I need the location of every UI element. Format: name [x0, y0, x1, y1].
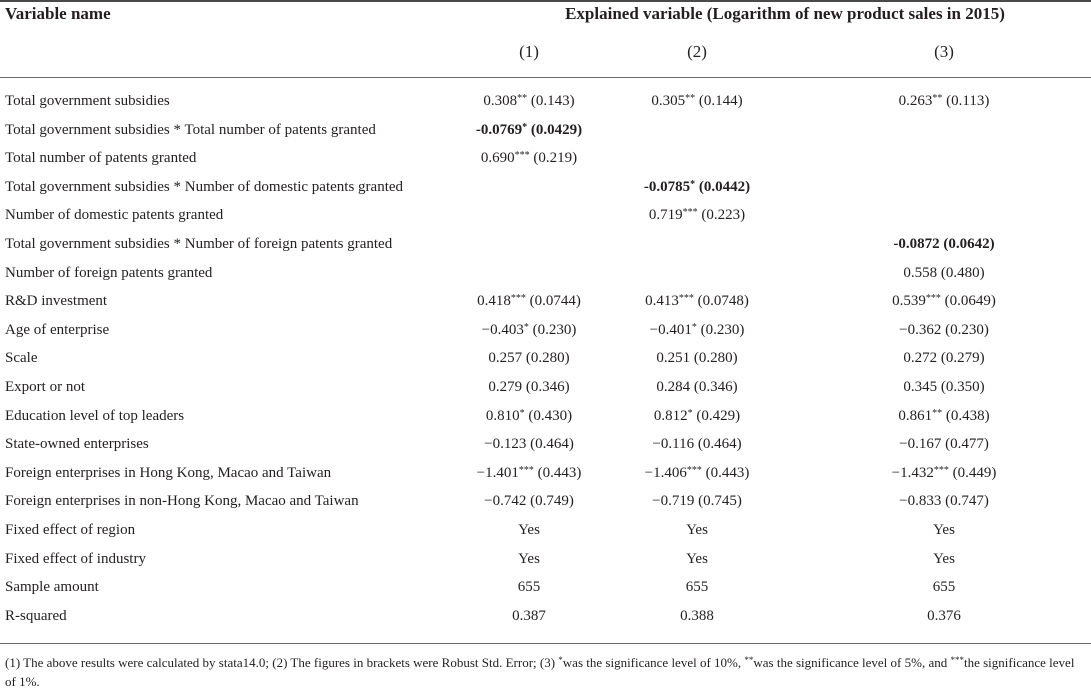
- coefficient: 0.345: [903, 378, 938, 395]
- coefficient: −1.401: [476, 464, 519, 481]
- standard-error: (0.443): [537, 464, 582, 481]
- table-cell: [824, 522, 1064, 539]
- coefficient: 0.418: [477, 293, 511, 310]
- coefficient: Yes: [686, 521, 708, 538]
- significance-stars: *: [687, 407, 693, 419]
- standard-error: (0.346): [693, 378, 738, 395]
- coefficient: −0.719: [652, 493, 695, 510]
- table-cell: [824, 379, 1064, 396]
- table-row: [0, 374, 1091, 403]
- table-cell: [824, 236, 1064, 253]
- table-row: [0, 345, 1091, 374]
- table-cell: [409, 150, 649, 167]
- coefficient: 0.810: [485, 407, 520, 424]
- coefficient: −0.123: [484, 436, 527, 453]
- row-label: Total number of patents granted: [5, 150, 197, 167]
- coefficient: −0.167: [899, 436, 942, 453]
- table-cell: [577, 207, 817, 224]
- row-label: Education level of top leaders: [5, 407, 185, 424]
- table-cell: [577, 93, 817, 110]
- table-row: [0, 574, 1091, 603]
- table-cell: [824, 551, 1064, 568]
- row-label: Fixed effect of industry: [5, 550, 146, 567]
- row-label: R-squared: [5, 607, 67, 624]
- table-cell: [577, 551, 817, 568]
- standard-error: (0.429): [696, 407, 741, 424]
- variable-name-header: Variable name: [5, 4, 111, 23]
- table-footnote: [5, 653, 1085, 691]
- table-cell: [824, 322, 1064, 339]
- coefficient: −0.401: [649, 321, 692, 338]
- table-cell: [824, 408, 1064, 425]
- standard-error: (0.280): [693, 350, 738, 367]
- row-label: Sample amount: [5, 579, 99, 596]
- coefficient: 0.263: [898, 93, 933, 109]
- column-header-3: (3): [934, 42, 954, 61]
- row-label: Age of enterprise: [5, 321, 110, 338]
- row-label: Total government subsidies * Total number of patents granted: [5, 121, 376, 138]
- row-label: Scale: [5, 350, 38, 367]
- standard-error: (0.749): [530, 493, 574, 510]
- row-label: State-owned enterprises: [5, 436, 149, 453]
- footnote-text: was the significance level of 10%,: [562, 655, 745, 670]
- table-row: [0, 517, 1091, 546]
- standard-error: (0.0642): [943, 235, 995, 252]
- header-rule: [0, 77, 1091, 78]
- table-row: [0, 174, 1091, 203]
- significance-stars: **: [932, 407, 943, 419]
- table-cell: [824, 293, 1064, 310]
- coefficient: 0.558: [903, 264, 938, 281]
- significance-stars: **: [685, 93, 696, 104]
- standard-error: (0.143): [530, 93, 575, 109]
- coefficient: 0.251: [656, 350, 691, 367]
- coefficient: −1.432: [891, 464, 934, 481]
- coefficient: 0.272: [903, 350, 938, 367]
- table-cell: [577, 522, 817, 539]
- standard-error: (0.449): [952, 464, 997, 481]
- row-label: Total government subsidies * Number of domestic patents granted: [5, 178, 404, 195]
- table-row: [0, 288, 1091, 317]
- coefficient: 0.257: [488, 350, 523, 367]
- significance-stars: ***: [510, 293, 526, 305]
- table-cell: [824, 436, 1064, 453]
- footnote-text: was the significance level of 5%, and: [753, 655, 951, 670]
- table-cell: [824, 93, 1064, 110]
- standard-error: (0.0744): [529, 293, 581, 310]
- standard-error: (0.443): [705, 464, 750, 481]
- coefficient: -0.0872: [893, 235, 940, 252]
- coefficient: −0.116: [652, 436, 695, 453]
- row-label: Foreign enterprises in Hong Kong, Macao and Taiwan: [5, 464, 332, 481]
- coefficient: Yes: [518, 521, 540, 538]
- column-header-2: (2): [687, 42, 707, 61]
- table-row: [0, 546, 1091, 575]
- coefficient: 0.308: [483, 93, 518, 109]
- table-cell: [577, 436, 817, 453]
- significance-stars: ***: [925, 293, 941, 305]
- table-row: [0, 202, 1091, 231]
- table-cell: [577, 465, 817, 482]
- footnote-text: (1) The above results were calculated by stata14.0; (2) The figures in brackets were Robust Std. Error; (3): [5, 655, 559, 670]
- coefficient: 0.539: [892, 293, 926, 310]
- table-cell: [577, 493, 817, 510]
- table-cell: [824, 465, 1064, 482]
- standard-error: (0.0748): [697, 293, 749, 310]
- table-bottom-rule: [0, 643, 1091, 644]
- row-label: Total government subsidies: [5, 93, 170, 109]
- significance-stars: **: [517, 93, 528, 104]
- table-row: [0, 603, 1091, 632]
- coefficient: 0.387: [512, 607, 546, 624]
- coefficient: 0.690: [480, 150, 515, 167]
- coefficient: −0.362: [899, 321, 942, 338]
- significance-stars: *: [522, 121, 528, 133]
- standard-error: (0.745): [698, 493, 742, 510]
- significance-stars: ***: [933, 464, 949, 476]
- table-cell: [824, 265, 1064, 282]
- standard-error: (0.0429): [530, 121, 583, 138]
- significance-stars: *: [523, 321, 529, 333]
- table-cell: [824, 493, 1064, 510]
- standard-error: (0.438): [945, 407, 990, 424]
- coefficient: −0.742: [484, 493, 527, 510]
- table-cell: [577, 608, 817, 625]
- table-row: [0, 145, 1091, 174]
- row-label: Total government subsidies * Number of foreign patents granted: [5, 235, 393, 252]
- table-cell: [577, 322, 817, 339]
- standard-error: (0.747): [945, 493, 989, 510]
- standard-error: (0.223): [701, 207, 746, 224]
- significance-stars: ***: [686, 464, 702, 476]
- coefficient: 0.284: [656, 378, 691, 395]
- standard-error: (0.430): [528, 407, 573, 424]
- explained-variable-header: Explained variable (Logarithm of new product sales in 2015): [565, 4, 1005, 23]
- standard-error: (0.464): [530, 436, 574, 453]
- footnote-sup: **: [744, 655, 754, 665]
- coefficient: Yes: [933, 550, 955, 567]
- table-row: [0, 317, 1091, 346]
- coefficient: −0.403: [481, 321, 524, 338]
- row-label: Foreign enterprises in non-Hong Kong, Macao and Taiwan: [5, 493, 359, 510]
- coefficient: -0.0769: [475, 121, 523, 138]
- coefficient: Yes: [518, 550, 540, 567]
- table-top-rule: [0, 0, 1091, 2]
- table-cell: [577, 379, 817, 396]
- coefficient: 0.305: [651, 93, 686, 109]
- coefficient: 655: [517, 579, 541, 596]
- standard-error: (0.230): [945, 321, 989, 338]
- standard-error: (0.279): [940, 350, 985, 367]
- table-cell: [577, 408, 817, 425]
- table-body: [0, 88, 1091, 631]
- significance-stars: *: [519, 407, 525, 419]
- row-label: Export or not: [5, 378, 85, 395]
- row-label: Number of foreign patents granted: [5, 264, 213, 281]
- coefficient: Yes: [686, 550, 708, 567]
- coefficient: 0.812: [653, 407, 688, 424]
- standard-error: (0.280): [525, 350, 570, 367]
- standard-error: (0.219): [533, 150, 578, 167]
- coefficient: Yes: [933, 521, 955, 538]
- table-cell: [577, 350, 817, 367]
- row-label: Number of domestic patents granted: [5, 207, 224, 224]
- coefficient: -0.0785: [643, 178, 691, 195]
- standard-error: (0.346): [525, 378, 570, 395]
- coefficient: 0.413: [645, 293, 679, 310]
- coefficient: −1.406: [644, 464, 687, 481]
- table-cell: [577, 579, 817, 596]
- standard-error: (0.0442): [698, 178, 751, 195]
- coefficient: 0.719: [648, 207, 683, 224]
- table-cell: [409, 122, 649, 139]
- standard-error: (0.144): [698, 93, 743, 109]
- standard-error: (0.464): [697, 436, 742, 453]
- coefficient: −0.833: [899, 493, 942, 510]
- row-label: Fixed effect of region: [5, 521, 136, 538]
- coefficient: 655: [932, 579, 956, 596]
- significance-stars: ***: [678, 293, 694, 305]
- standard-error: (0.230): [700, 321, 745, 338]
- coefficient: 0.861: [898, 407, 933, 424]
- footnote-sup: *: [558, 655, 563, 665]
- footnote-sup: ***: [950, 655, 964, 665]
- table-cell: [824, 608, 1064, 625]
- table-row: [0, 88, 1091, 117]
- significance-stars: ***: [518, 464, 534, 476]
- table-row: [0, 488, 1091, 517]
- footnote-text: the significance level of 1%.: [5, 655, 1075, 689]
- table-cell: [577, 179, 817, 196]
- standard-error: (0.477): [945, 436, 989, 453]
- significance-stars: ***: [682, 207, 698, 219]
- standard-error: (0.480): [940, 264, 985, 281]
- table-row: [0, 231, 1091, 260]
- coefficient: 0.388: [680, 607, 714, 624]
- table-cell: [824, 579, 1064, 596]
- column-header-1: (1): [519, 42, 539, 61]
- significance-stars: *: [690, 178, 696, 190]
- standard-error: (0.113): [946, 93, 990, 109]
- coefficient: 655: [685, 579, 709, 596]
- standard-error: (0.350): [940, 378, 985, 395]
- table-cell: [577, 293, 817, 310]
- table-row: [0, 260, 1091, 289]
- coefficient: 0.376: [927, 607, 961, 624]
- significance-stars: *: [691, 321, 697, 333]
- table-row: [0, 431, 1091, 460]
- significance-stars: ***: [514, 150, 530, 162]
- table-row: [0, 403, 1091, 432]
- coefficient: 0.279: [488, 378, 523, 395]
- significance-stars: **: [932, 93, 943, 104]
- row-label: R&D investment: [5, 293, 108, 310]
- table-row: [0, 460, 1091, 489]
- table-cell: [824, 350, 1064, 367]
- standard-error: (0.0649): [944, 293, 996, 310]
- table-row: [0, 117, 1091, 146]
- standard-error: (0.230): [532, 321, 577, 338]
